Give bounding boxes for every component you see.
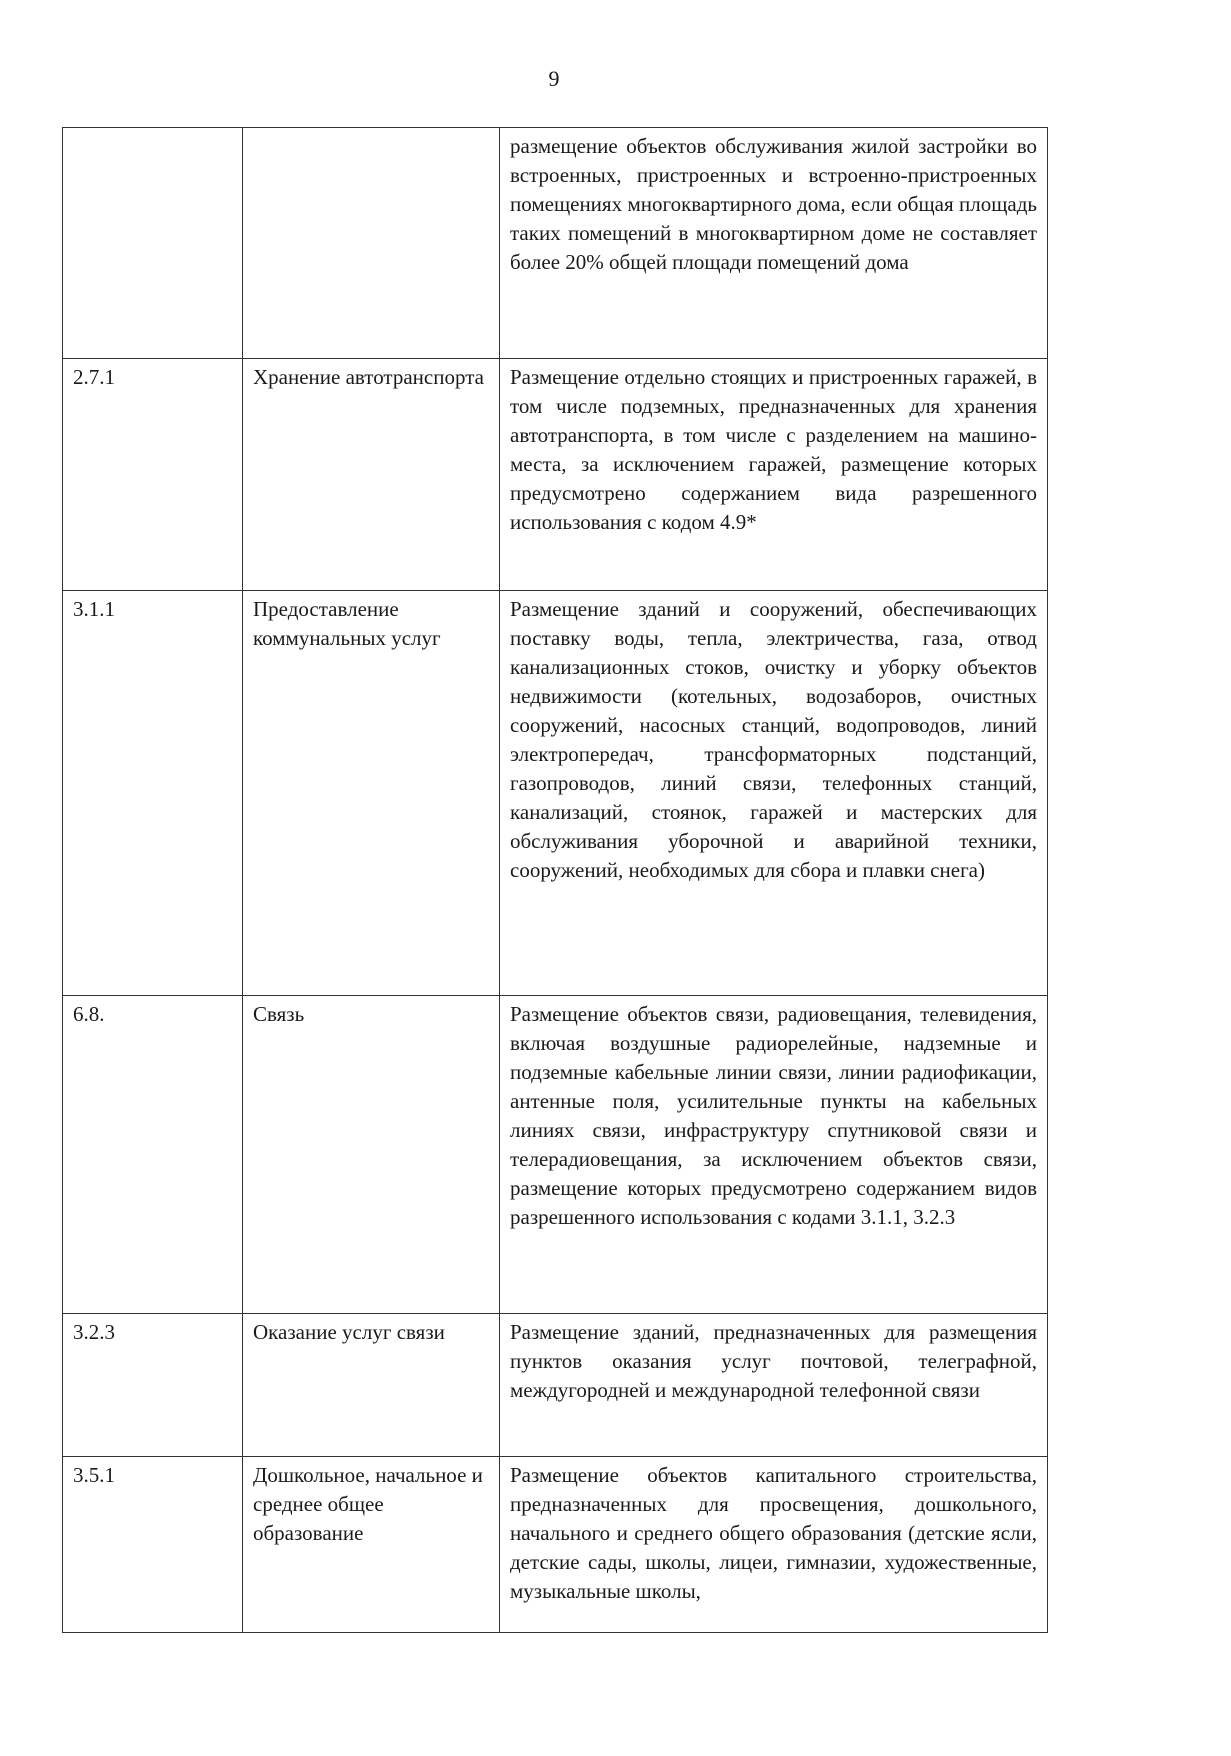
code-cell bbox=[63, 128, 243, 359]
description-cell: Размещение отдельно стоящих и пристроенных гаражей, в том числе подземных, предназначенных для хранения автотранспорта, в том числе с разделением на машино-места, за исключением гаражей, размещение которых предусмотрено содержанием вида разрешенного использования с кодом 4.9* bbox=[500, 359, 1048, 591]
name-cell: Связь bbox=[243, 996, 500, 1314]
description-cell: Размещение объектов капитального строительства, предназначенных для просвещения, дошкольного, начального и среднего общего образования (детские ясли, детские сады, школы, лицеи, гимназии, художественные, музыкальные школы, bbox=[500, 1457, 1048, 1633]
table-row bbox=[63, 1457, 1048, 1633]
code-cell: 2.7.1 bbox=[63, 359, 243, 591]
table-row bbox=[63, 591, 1048, 996]
table-row bbox=[63, 128, 1048, 359]
code-cell: 6.8. bbox=[63, 996, 243, 1314]
name-cell: Хранение автотранспорта bbox=[243, 359, 500, 591]
table-row bbox=[63, 1314, 1048, 1457]
name-cell: Оказание услуг связи bbox=[243, 1314, 500, 1457]
description-cell: Размещение зданий, предназначенных для размещения пунктов оказания услуг почтовой, телеграфной, междугородней и международной телефонной связи bbox=[500, 1314, 1048, 1457]
description-cell: Размещение зданий и сооружений, обеспечивающих поставку воды, тепла, электричества, газа, отвод канализационных стоков, очистку и уборку объектов недвижимости (котельных, водозаборов, очистных сооружений, насосных станций, водопроводов, линий электропередач, трансформаторных подстанций, газопроводов, линий связи, телефонных станций, канализаций, стоянок, гаражей и мастерских для обслуживания уборочной и аварийной техники, сооружений, необходимых для сбора и плавки снега) bbox=[500, 591, 1048, 996]
table-row bbox=[63, 996, 1048, 1314]
name-cell: Предоставление коммунальных услуг bbox=[243, 591, 500, 996]
code-cell: 3.2.3 bbox=[63, 1314, 243, 1457]
code-cell: 3.1.1 bbox=[63, 591, 243, 996]
page-number: 9 bbox=[548, 66, 560, 91]
code-cell: 3.5.1 bbox=[63, 1457, 243, 1633]
name-cell: Дошкольное, начальное и среднее общее образование bbox=[243, 1457, 500, 1633]
description-cell: Размещение объектов связи, радиовещания, телевидения, включая воздушные радиорелейные, надземные и подземные кабельные линии связи, линии радиофикации, антенные поля, усилительные пункты на кабельных линиях связи, инфраструктуру спутниковой связи и телерадиовещания, за исключением объектов связи, размещение которых предусмотрено содержанием видов разрешенного использования с кодами 3.1.1, 3.2.3 bbox=[500, 996, 1048, 1314]
description-cell: размещение объектов обслуживания жилой застройки во встроенных, пристроенных и встроенно-пристроенных помещениях многоквартирного дома, если общая площадь таких помещений в многоквартирном доме не составляет более 20% общей площади помещений дома bbox=[500, 128, 1048, 359]
name-cell bbox=[243, 128, 500, 359]
table-row bbox=[63, 359, 1048, 591]
land-use-table bbox=[62, 127, 1048, 1633]
